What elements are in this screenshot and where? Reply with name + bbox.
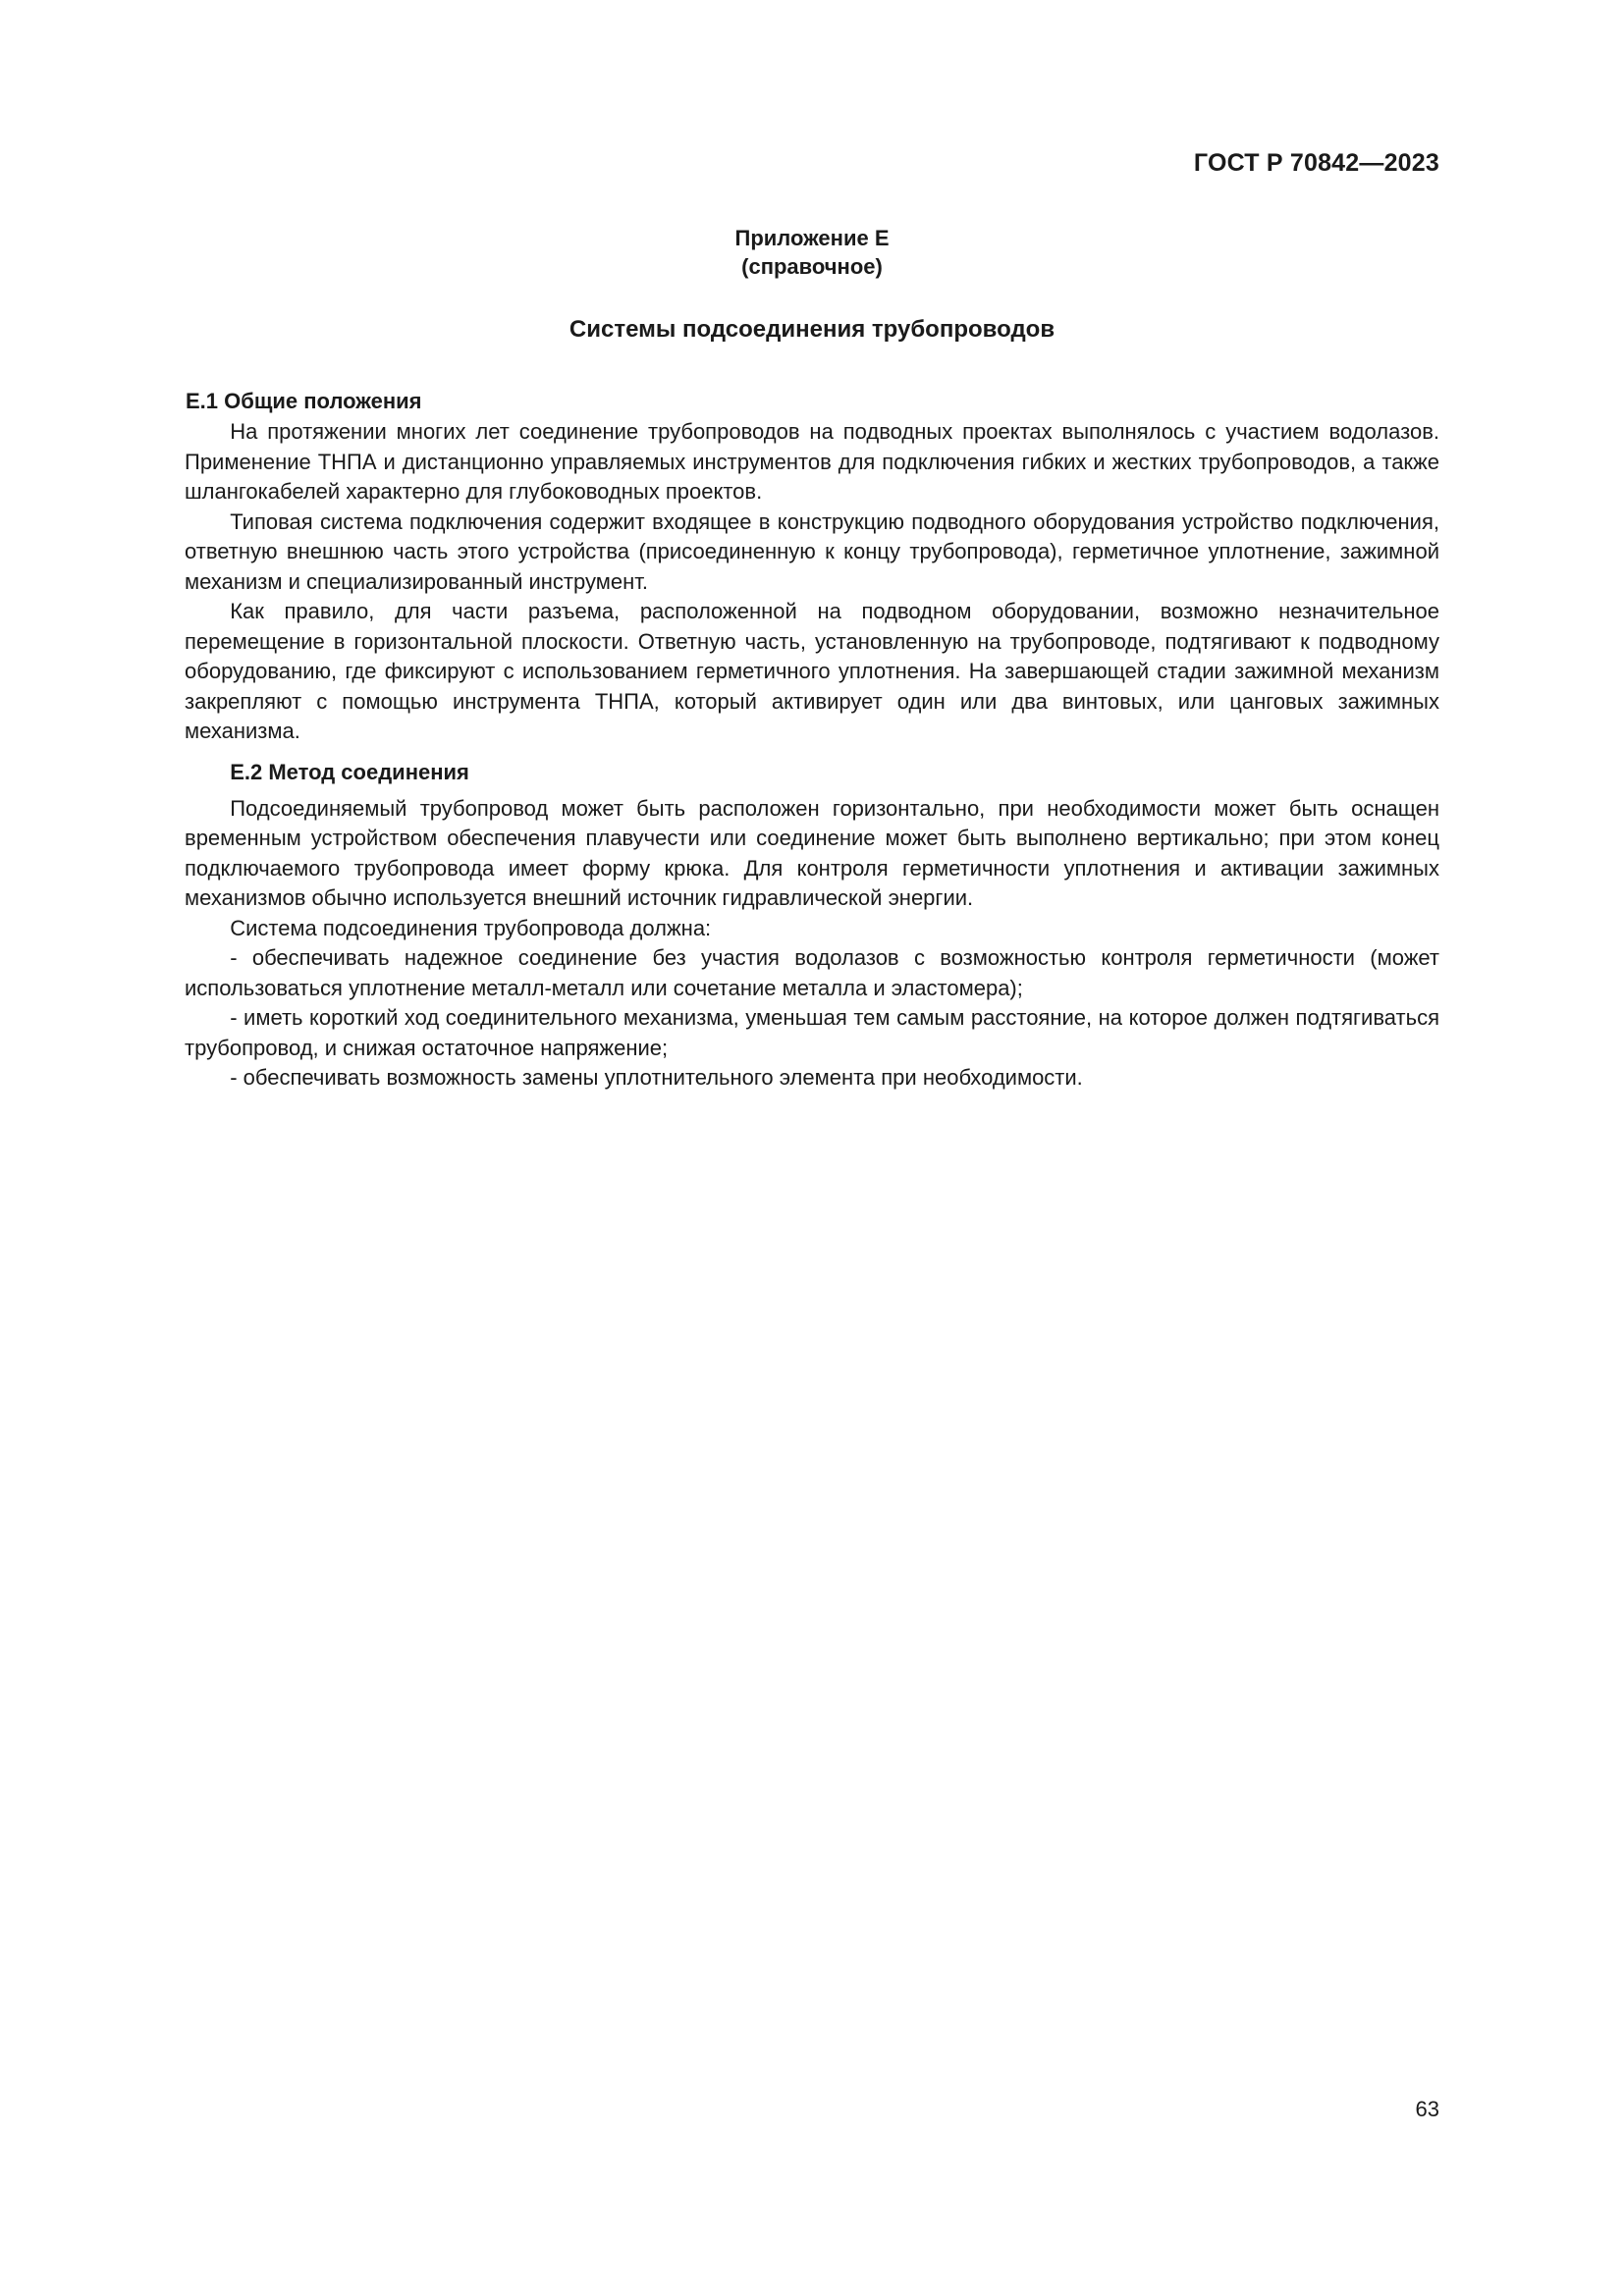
appendix-type: (справочное) — [741, 254, 883, 279]
section-body-e2 — [185, 794, 1439, 1094]
paragraph: Как правило, для части разъема, расположенной на подводном оборудовании, возможно незначительное перемещение в горизонтальной плоскости. Ответную часть, установленную на трубопроводе, подтягивают к подводному оборудованию, где фиксируют с использованием герметичного уплотнения. На завершающей стадии зажимной механизм закрепляют с помощью инструмента ТНПА, который активирует один или два винтовых, или цанговых зажимных механизма. — [185, 599, 1439, 743]
paragraph: На протяжении многих лет соединение трубопроводов на подводных проектах выполнялось с участием водолазов. Применение ТНПА и дистанционно управляемых инструментов для подключения гибких и жестких трубопроводов, а также шлангокабелей характерно для глубоководных проектов. — [185, 419, 1439, 504]
paragraph: Типовая система подключения содержит входящее в конструкцию подводного оборудования устройство подключения, ответную внешнюю часть этого устройства (присоединенную к концу трубопровода), герметичное уплотнение, зажимной механизм и специализированный инструмент. — [185, 508, 1439, 594]
list-item: - обеспечивать возможность замены уплотнительного элемента при необходимости. — [230, 1065, 1083, 1090]
list-item: - иметь короткий ход соединительного механизма, уменьшая тем самым расстояние, на которое должен подтягиваться трубопровод, и снижая остаточное напряжение; — [185, 1005, 1439, 1060]
section-body-e1 — [185, 417, 1439, 747]
appendix-title: Системы подсоединения трубопроводов — [568, 316, 1056, 343]
page-number: 63 — [1415, 2097, 1439, 2121]
paragraph: Система подсоединения трубопровода должна: — [230, 915, 712, 940]
list-item: - обеспечивать надежное соединение без участия водолазов с возможностью контроля герметичности (может использоваться уплотнение металл-металл или сочетание металла и эластомера); — [185, 945, 1439, 1000]
paragraph: Подсоединяемый трубопровод может быть расположен горизонтально, при необходимости может быть оснащен временным устройством обеспечения плавучести или соединение может быть выполнено вертикально; при этом конец подключаемого трубопровода имеет форму крюка. Для контроля герметичности уплотнения и активации зажимных механизмов обычно используется внешний источник гидравлической энергии. — [185, 795, 1439, 910]
appendix-label: Приложение Е — [734, 226, 890, 250]
section-heading-e2: Е.2 Метод соединения — [230, 759, 469, 784]
page-content — [185, 224, 1439, 1094]
section-heading-e1: Е.1 Общие положения — [186, 389, 422, 413]
document-code: ГОСТ Р 70842—2023 — [1193, 149, 1439, 177]
